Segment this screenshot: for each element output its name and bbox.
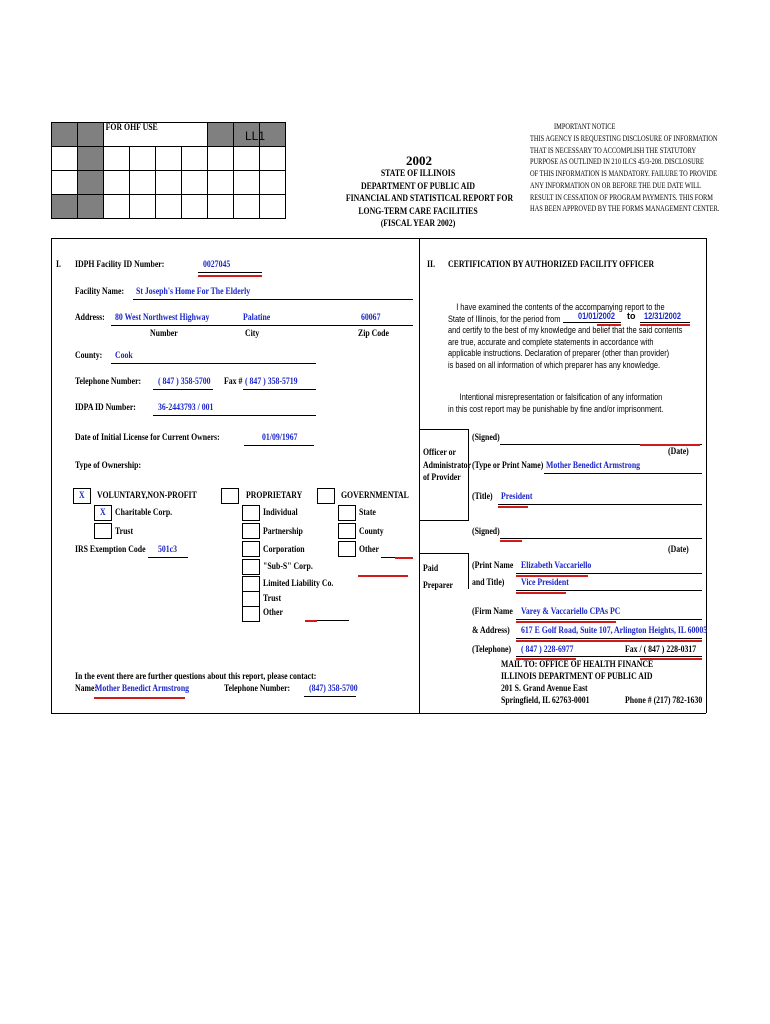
address-underline [111,325,413,326]
preparer-signature-mark [500,540,522,542]
llc-label: Limited Liability Co. [263,579,334,589]
idph-mark [198,275,262,277]
preparer-name-underline [516,573,702,574]
idpa-value[interactable]: 36-2443793 / 001 [158,403,214,413]
title-label: (Title) [472,492,493,502]
preparer-label: Preparer [423,581,453,591]
certification-title: CERTIFICATION BY AUTHORIZED FACILITY OFFICER [448,260,655,270]
for-ohf-use-label: FOR OHF USE [105,123,158,133]
preparer-title-underline [516,590,702,591]
corporation-label: Corporation [263,545,305,555]
idph-label: IDPH Facility ID Number: [75,260,165,270]
charitable-mark: X [100,508,106,518]
notice-line-3: PURPOSE AS OUTLINED IN 210 ILCS 45/3-208. DISCLOSURE [530,157,704,167]
print-name-label: (Print Name [472,561,514,571]
address-label: Address: [75,313,105,323]
contact-phone-label: Telephone Number: [224,684,291,694]
other-prop-mark [305,620,317,622]
license-date-label: Date of Initial License for Current Owners: [75,433,220,443]
firm-name-underline [516,619,702,620]
idph-value[interactable]: 0027045 [203,260,231,270]
sub-s-mark [358,575,408,577]
frame-divider [419,238,420,713]
paid-label: Paid [423,564,439,574]
notice-line-5: ANY INFORMATION ON OR BEFORE THE DUE DATE WILL [530,180,701,190]
section-2-numeral: II. [427,260,436,270]
preparer-box-top [419,553,469,554]
city-value[interactable]: Palatine [243,313,271,323]
title-line-4: LONG-TERM CARE FACILITIES [358,206,478,217]
irs-code-underline [148,557,188,558]
preparer-title-mark [516,592,566,594]
officer-label-3: of Provider [423,473,461,483]
partnership-checkbox[interactable] [242,523,260,539]
preparer-box-right [468,553,469,589]
cert-line-5: applicable instructions. Declaration of preparer (other than provider) [448,348,670,358]
firm-address-value[interactable]: 617 E Golf Road, Suite 107, Arlington Heights, IL 60005 [521,626,708,636]
mail-phone: Phone # (217) 782-1630 [625,696,703,706]
signature-mark [640,444,700,446]
period-to-value[interactable]: 12/31/2002 [644,311,681,321]
proprietary-checkbox[interactable] [221,488,239,504]
fax-label: Fax # [224,377,243,387]
warning-line-2: in this cost report may be punishable by fine and/or imprisonment. [448,403,664,414]
other-gov-checkbox[interactable] [338,541,356,557]
ownership-label: Type of Ownership: [75,461,142,471]
trust-np-checkbox[interactable] [94,523,112,539]
firm-phone-underline [516,656,702,657]
officer-title-value[interactable]: President [501,492,533,502]
contact-name-label: Name: [75,684,98,694]
firm-fax-value[interactable]: Fax / ( 847 ) 228-0317 [625,645,697,655]
title-line-1: STATE OF ILLINOIS [380,169,456,179]
firm-address-mark [516,640,702,642]
officer-label-2: Administrator [423,460,472,471]
officer-name-underline [544,473,702,474]
preparer-signature-line[interactable] [500,538,702,539]
county-gov-checkbox[interactable] [338,523,356,539]
firm-address-label: & Address) [472,626,510,636]
llc-checkbox[interactable] [242,576,260,592]
irs-code-label: IRS Exemption Code [75,545,146,555]
warning-line-1: Intentional misrepresentation or falsification of any information [459,392,663,402]
contact-name-value[interactable]: Mother Benedict Armstrong [95,684,190,694]
contact-phone-underline [304,696,356,697]
facility-name-label: Facility Name: [75,287,125,297]
fax-underline [243,389,316,390]
partnership-label: Partnership [263,527,303,537]
notice-line-4: OF THIS INFORMATION IS MANDATORY. FAILURE TO PROVIDE [530,169,718,179]
cert-line-4: are true, accurate and complete statements in accordance with [448,336,654,347]
cert-line-6: is based on all information of which preparer has any knowledge. [448,359,661,370]
preparer-title-value[interactable]: Vice President [521,578,569,588]
frame-left-line [51,238,52,713]
firm-name-value[interactable]: Varey & Vaccariello CPAs PC [521,607,621,617]
charitable-label: Charitable Corp. [115,508,173,518]
officer-name-value[interactable]: Mother Benedict Armstrong [546,461,641,471]
title-line-2: DEPARTMENT OF PUBLIC AID [360,181,476,192]
signed2-label: (Signed) [472,527,500,537]
zip-value[interactable]: 60067 [361,313,381,323]
street-value[interactable]: 80 West Northwest Highway [115,313,210,323]
contact-instruction: In the event there are further questions about this report, please contact: [75,672,317,682]
preparer-name-value[interactable]: Elizabeth Vaccariello [521,561,592,571]
other-prop-label: Other [263,608,283,618]
number-caption: Number [150,329,178,339]
mail-line-3: 201 S. Grand Avenue East [501,684,588,694]
proprietary-label: PROPRIETARY [246,491,303,501]
contact-phone-value[interactable]: (847) 358-5700 [309,684,358,694]
frame-top-line [51,238,706,239]
cert-line-3: and certify to the best of my knowledge and belief that the said contents [448,325,683,335]
state-checkbox[interactable] [338,505,356,521]
cert-line-1: I have examined the contents of the accompanying report to the [456,302,665,312]
county-label: County: [75,351,103,361]
voluntary-mark: X [79,491,85,501]
telephone-label: Telephone Number: [75,377,142,387]
firm-address-underline [516,638,702,639]
warning-text [448,392,711,415]
paid-preparer-label [423,561,453,595]
individual-label: Individual [263,508,298,518]
individual-checkbox[interactable] [242,505,260,521]
type-print-label: (Type or Print Name) [472,461,544,471]
title-line-3: FINANCIAL AND STATISTICAL REPORT FOR [345,194,514,204]
county-gov-label: County [359,527,384,537]
other-gov-label: Other [359,545,379,555]
mail-to-block [501,659,653,695]
officer-box-top [419,429,469,430]
period-from-underline [563,322,621,323]
mail-city: Springfield, IL 62763-0001 [501,696,590,706]
license-date-underline [244,445,314,446]
officer-title-mark [498,506,528,508]
corporation-checkbox[interactable] [242,541,260,557]
period-to-underline [640,322,690,323]
facility-name-value[interactable]: St Joseph's Home For The Elderly [136,287,251,297]
facility-name-underline [133,299,413,300]
period-from-value[interactable]: 01/01/2002 [578,311,615,321]
cert-line-2-prefix: State of Illinois, for the period from [448,313,561,324]
firm-name-label: (Firm Name [472,607,513,617]
idph-underline [198,272,262,273]
notice-line-7: HAS BEEN APPROVED BY THE FORMS MANAGEMENT CENTER. [530,204,720,214]
county-value[interactable]: Cook [115,351,133,361]
notice-line-2: THAT IS NECESSARY TO ACCOMPLISH THE STATUTORY [530,145,697,155]
title-line-5: (FISCAL YEAR 2002) [380,219,456,229]
officer-box-bottom [419,520,469,521]
officer-label-1: Officer or [423,448,456,458]
charitable-checkbox[interactable] [94,505,112,521]
trust-prop-label: Trust [263,594,282,604]
report-title [330,168,514,231]
date2-label: (Date) [668,545,689,555]
zip-caption: Zip Code [358,329,389,339]
city-caption: City [245,329,260,339]
sub-s-label: "Sub-S" Corp. [263,562,313,572]
irs-code-value[interactable]: 501c3 [158,545,178,555]
period-to-label: to [627,311,636,321]
other-gov-mark [395,557,413,559]
fax-value[interactable]: ( 847 ) 358-5719 [245,377,298,387]
other-prop-checkbox[interactable] [242,606,260,622]
firm-phone-label: (Telephone) [472,645,512,655]
contact-name-mark [94,697,185,699]
officer-label [423,447,471,485]
voluntary-checkbox[interactable] [73,488,91,504]
preparer-name-mark [516,575,588,577]
period-from-mark [597,324,621,326]
firm-name-mark [516,621,616,623]
mail-line-1: MAIL TO: OFFICE OF HEALTH FINANCE [501,660,654,670]
notice-title: IMPORTANT NOTICE [554,122,616,131]
officer-title-underline [498,504,702,505]
telephone-value[interactable]: ( 847 ) 358-5700 [158,377,211,387]
frame-bottom-line [51,713,706,714]
sub-s-checkbox[interactable] [242,559,260,575]
state-label: State [359,508,376,518]
and-title-label: and Title) [472,578,505,588]
report-year: 2002 [406,153,432,168]
county-underline [111,363,316,364]
notice-line-1: THIS AGENCY IS REQUESTING DISCLOSURE OF INFORMATION [530,134,718,143]
trust-np-label: Trust [115,527,134,537]
important-notice [530,121,767,215]
voluntary-label: VOLUNTARY,NON-PROFIT [97,491,197,501]
telephone-underline [153,389,213,390]
governmental-checkbox[interactable] [317,488,335,504]
signed-label: (Signed) [472,433,500,443]
idpa-underline [153,415,316,416]
mail-line-2: ILLINOIS DEPARTMENT OF PUBLIC AID [501,672,653,682]
form-code: LL1 [245,129,266,143]
date-label: (Date) [668,447,689,457]
period-to-mark [640,324,690,326]
trust-prop-checkbox[interactable] [242,591,260,607]
section-1-numeral: I. [56,260,61,270]
license-date-value[interactable]: 01/09/1967 [262,433,298,443]
idpa-label: IDPA ID Number: [75,403,136,413]
notice-line-6: RESULT IN CESSATION OF PROGRAM PAYMENTS. THIS FORM [530,192,713,202]
governmental-label: GOVERNMENTAL [341,491,409,501]
firm-phone-value[interactable]: ( 847 ) 228-6977 [521,645,574,655]
